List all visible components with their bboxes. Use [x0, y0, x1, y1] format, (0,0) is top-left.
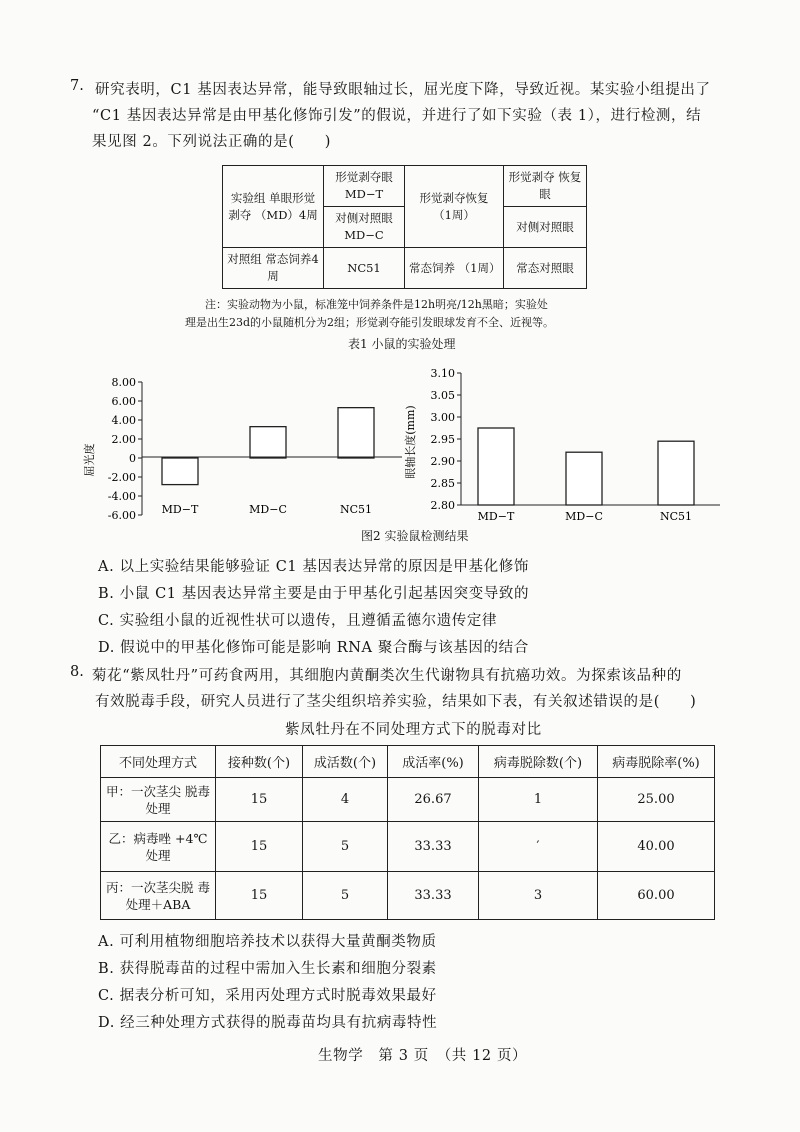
- table-1-experiment-treatment: [222, 165, 587, 289]
- table1-md-t: 形觉剥夺眼 MD−T: [324, 166, 405, 207]
- y-tick-label: 2.00: [111, 433, 136, 446]
- table2-cell: 33.33: [388, 822, 479, 872]
- table1-normal-feeding: 常态饲养 （1周）: [405, 248, 504, 289]
- table2-header-survival-rate: 成活率(%): [388, 746, 479, 778]
- y-tick-label: -2.00: [107, 471, 136, 484]
- bar: [478, 428, 514, 505]
- table-row: [101, 778, 715, 822]
- table1-recovery-eye: 形觉剥夺 恢复眼: [504, 166, 587, 207]
- x-tick-label: MD−T: [161, 503, 199, 516]
- chart2-ylabel: 眼轴长度(mm): [404, 405, 417, 479]
- table1-recovery: 形觉剥夺恢复 （1周）: [405, 166, 504, 248]
- table2-cell: 5: [303, 872, 388, 920]
- bar: [566, 452, 602, 505]
- table2-cell: 乙：病毒唑 +4℃处理: [101, 822, 216, 872]
- figure-2-caption: 图2 实验鼠检测结果: [361, 529, 469, 543]
- q8-option-a[interactable]: A. 可利用植物细胞培养技术以获得大量黄酮类物质: [98, 934, 437, 950]
- y-tick-label: -4.00: [107, 490, 136, 503]
- chart-axial-length: [403, 367, 720, 523]
- table2-header-survived: 成活数(个): [303, 746, 388, 778]
- x-tick-label: MD−C: [249, 503, 287, 516]
- y-tick-label: 3.00: [430, 411, 455, 424]
- table-row: [101, 822, 715, 872]
- x-tick-label: NC51: [659, 510, 693, 523]
- table-2-title: 紫凤牡丹在不同处理方式下的脱毒对比: [285, 722, 542, 738]
- y-tick-label: 6.00: [111, 395, 136, 408]
- table2-cell: 33.33: [388, 872, 479, 920]
- table-2-virus-removal: [100, 745, 715, 920]
- page-footer: 生物学 第 3 页 （共 12 页）: [318, 1048, 528, 1064]
- bar: [338, 408, 374, 458]
- y-tick-label: 2.85: [430, 477, 455, 490]
- q7-option-a[interactable]: A. 以上实验结果能够验证 C1 基因表达异常的原因是甲基化修饰: [98, 559, 529, 575]
- table1-caption: 表1 小鼠的实验处理: [348, 337, 456, 351]
- table2-header-removal-rate: 病毒脱除率(%): [598, 746, 715, 778]
- table2-cell: 26.67: [388, 778, 479, 822]
- table1-control-group: 对照组 常态饲养4周: [223, 248, 324, 289]
- q7-option-b[interactable]: B. 小鼠 C1 基因表达异常主要是由于甲基化引起基因突变导致的: [98, 586, 530, 602]
- y-tick-label: 3.10: [430, 367, 455, 380]
- figure-2: [0, 365, 800, 525]
- table2-cell: 1: [479, 778, 598, 822]
- table2-cell: 4: [303, 778, 388, 822]
- x-tick-label: MD−C: [565, 510, 603, 523]
- table1-normal-eye: 常态对照眼: [504, 248, 587, 289]
- q7-option-c[interactable]: C. 实验组小鼠的近视性状可以遗传，且遵循孟德尔遗传定律: [98, 613, 498, 629]
- table1-md-c: 对侧对照眼 MD−C: [324, 207, 405, 248]
- table2-cell: 3: [479, 872, 598, 920]
- table2-cell: 60.00: [598, 872, 715, 920]
- y-tick-label: -6.00: [107, 509, 136, 522]
- table2-cell: 40.00: [598, 822, 715, 872]
- q8-option-d[interactable]: D. 经三种处理方式获得的脱毒苗均具有抗病毒特性: [98, 1015, 438, 1031]
- question-7-stem-line2: “C1 基因表达异常是由甲基化修饰引发”的假说，并进行了如下实验（表 1），进行检测，结: [92, 108, 702, 124]
- table2-cell: 15: [216, 778, 303, 822]
- table1-note-line2: 理是出生23d的小鼠随机分为2组；形觉剥夺能引发眼球发育不全、近视等。: [185, 316, 555, 329]
- x-tick-label: MD−T: [477, 510, 515, 523]
- y-tick-label: 8.00: [111, 376, 136, 389]
- bar: [250, 427, 286, 458]
- question-7-number: 7.: [70, 78, 84, 94]
- table2-cell: 15: [216, 872, 303, 920]
- chart1-ylabel: 屈光度: [83, 443, 96, 477]
- table2-header-method: 不同处理方式: [101, 746, 216, 778]
- table2-cell: 丙：一次茎尖脱 毒处理＋ABA: [101, 872, 216, 920]
- question-8-stem-line1: 菊花“紫凤牡丹”可药食两用，其细胞内黄酮类次生代谢物具有抗癌功效。为探索该品种的: [92, 668, 682, 684]
- q8-option-b[interactable]: B. 获得脱毒苗的过程中需加入生长素和细胞分裂素: [98, 961, 437, 977]
- bar: [162, 458, 198, 485]
- table1-experiment-group: 实验组 单眼形觉剥夺 （MD）4周: [223, 166, 324, 248]
- bar: [658, 441, 694, 505]
- y-tick-label: 3.05: [430, 389, 455, 402]
- table2-cell: 5: [303, 822, 388, 872]
- table2-header-removed: 病毒脱除数(个): [479, 746, 598, 778]
- table1-contralateral-eye: 对侧对照眼: [504, 207, 587, 248]
- y-tick-label: 2.90: [430, 455, 455, 468]
- y-tick-label: 2.80: [430, 499, 455, 512]
- chart-refraction: [82, 376, 402, 522]
- table1-note-line1: 注：实验动物为小鼠，标准笼中饲养条件是12h明亮/12h黑暗；实验处: [205, 298, 548, 311]
- question-7-stem-line3: 果见图 2。下列说法正确的是( ): [92, 134, 331, 150]
- y-tick-label: 0: [129, 452, 136, 465]
- table2-cell: 甲：一次茎尖 脱毒处理: [101, 778, 216, 822]
- table2-header-inoculated: 接种数(个): [216, 746, 303, 778]
- q8-option-c[interactable]: C. 据表分析可知，采用丙处理方式时脱毒效果最好: [98, 988, 437, 1004]
- table2-cell: ′: [479, 822, 598, 872]
- question-8-number: 8.: [70, 664, 84, 680]
- question-7-stem-line1: 研究表明，C1 基因表达异常，能导致眼轴过长，屈光度下降，导致近视。某实验小组提出了: [95, 82, 711, 98]
- table-row: [101, 872, 715, 920]
- q7-option-d[interactable]: D. 假说中的甲基化修饰可能是影响 RNA 聚合酶与该基因的结合: [98, 640, 529, 656]
- y-tick-label: 4.00: [111, 414, 136, 427]
- table1-nc51: NC51: [324, 248, 405, 289]
- table2-cell: 25.00: [598, 778, 715, 822]
- question-8-stem-line2: 有效脱毒手段，研究人员进行了茎尖组织培养实验，结果如下表，有关叙述错误的是( ): [95, 694, 697, 710]
- x-tick-label: NC51: [339, 503, 373, 516]
- table2-cell: 15: [216, 822, 303, 872]
- y-tick-label: 2.95: [430, 433, 455, 446]
